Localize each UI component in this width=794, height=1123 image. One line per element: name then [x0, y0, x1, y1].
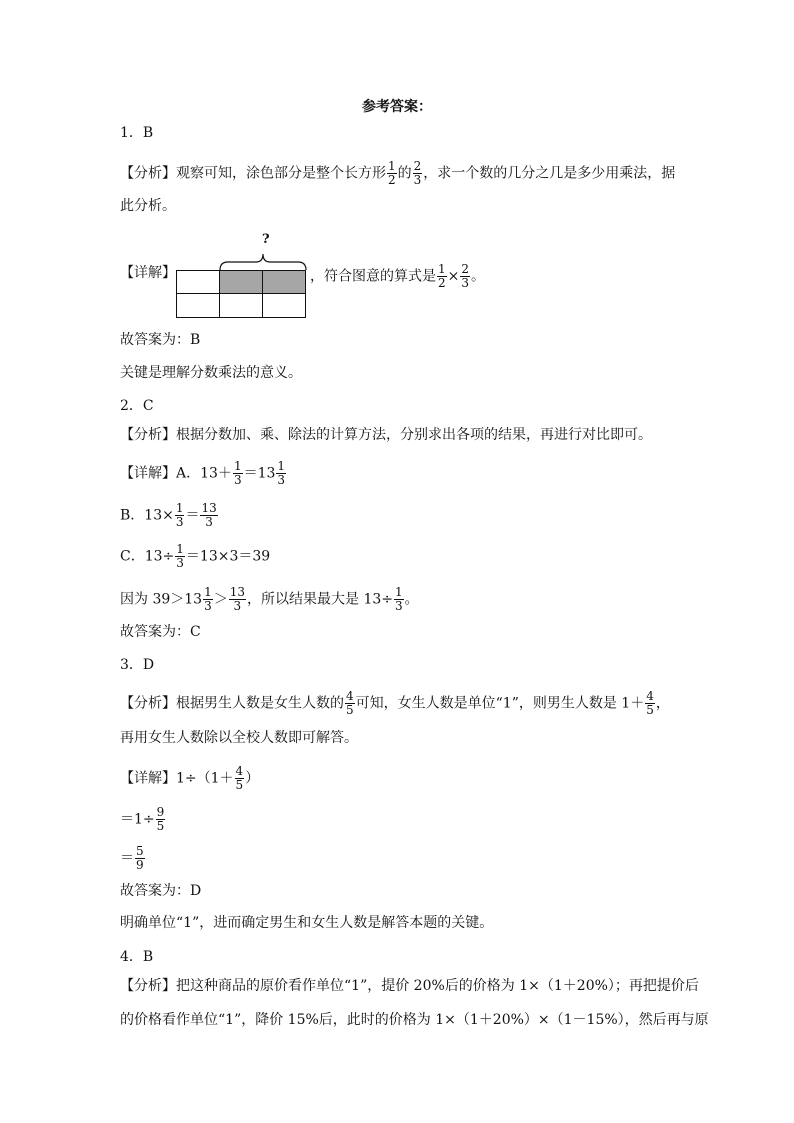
analysis-tag: 【分析】	[120, 165, 176, 182]
text: 【详解】A．13＋	[120, 465, 232, 482]
denominator: 2	[438, 276, 446, 290]
text: ＝13	[243, 465, 276, 482]
denominator: 3	[277, 473, 286, 487]
numerator: 4	[346, 689, 354, 703]
numerator: 13	[201, 501, 217, 515]
denominator: 3	[176, 556, 184, 570]
fraction	[200, 502, 217, 529]
denominator: 5	[646, 703, 654, 717]
fraction	[460, 263, 470, 290]
numerator: 4	[235, 764, 244, 778]
fraction	[645, 690, 655, 717]
q3-analysis	[120, 690, 670, 717]
text: 【详解】1÷（1＋	[120, 770, 234, 787]
numerator: 1	[233, 459, 242, 473]
text: 【分析】根据男生人数是女生人数的	[120, 695, 344, 712]
denominator: 3	[395, 599, 403, 613]
numerator: 9	[156, 805, 165, 819]
text: 。	[404, 591, 419, 608]
text: ，	[655, 695, 670, 712]
q1-detail-tag: 【详解】	[120, 265, 176, 281]
q1-detail	[310, 263, 485, 290]
numerator: 1	[438, 262, 446, 276]
denominator: 9	[136, 858, 144, 872]
q2-detail-b	[120, 502, 219, 529]
q2-number: 2．C	[120, 398, 154, 414]
denominator: 3	[413, 173, 422, 187]
numerator: 1	[176, 542, 184, 556]
cell	[263, 294, 305, 317]
shaded-cell	[220, 271, 263, 294]
text: 。	[471, 268, 486, 285]
q2-analysis: 【分析】根据分数加、乘、除法的计算方法，分别求出各项的结果，再进行对比即可。	[120, 427, 652, 443]
text: ＝	[185, 507, 200, 524]
fraction	[175, 543, 185, 570]
denominator: 3	[175, 515, 184, 529]
denominator: 3	[461, 276, 470, 290]
q1-analysis-cont: 此分析。	[120, 198, 176, 214]
text: ＝13×3＝39	[185, 548, 271, 565]
q2-detail-a	[120, 460, 287, 487]
q3-detail-1	[120, 765, 259, 792]
text: ，符合图意的算式是	[310, 268, 436, 285]
q3-detail-3	[120, 845, 146, 872]
text: ＞	[213, 591, 228, 608]
q2-comparison	[120, 586, 419, 613]
q4-analysis: 【分析】把这种商品的原价看作单位“1”，提价 20%后的价格为 1×（1＋20%）；再把提价后	[120, 978, 699, 994]
q1-number: 1．B	[120, 125, 154, 141]
q3-number: 3．D	[120, 657, 155, 673]
q3-detail-2	[120, 806, 166, 833]
fraction	[229, 586, 246, 613]
fraction	[394, 586, 404, 613]
text: ＝	[120, 850, 134, 867]
text: C．13÷	[120, 548, 175, 565]
numerator: 1	[175, 501, 184, 515]
fraction	[345, 690, 355, 717]
times-sign: ×	[447, 268, 460, 285]
fraction	[175, 502, 185, 529]
denominator: 5	[156, 819, 165, 833]
text: ，所以结果最大是 13÷	[247, 591, 394, 608]
fraction	[276, 460, 286, 487]
q1-key: 关键是理解分数乘法的意义。	[120, 365, 302, 381]
fraction	[203, 586, 213, 613]
numerator: 1	[204, 585, 212, 599]
page-title: 参考答案：	[362, 99, 432, 115]
fraction	[413, 160, 423, 187]
q2-detail-c	[120, 543, 270, 570]
fraction	[437, 263, 447, 290]
denominator: 2	[388, 173, 396, 187]
numerator: 1	[388, 159, 396, 173]
text: ，求一个数的几分之几是多少用乘法，据	[423, 165, 676, 182]
q3-answer: 故答案为：D	[120, 883, 202, 899]
text: ）	[245, 770, 260, 787]
q4-number: 4．B	[120, 949, 154, 965]
numerator: 13	[229, 585, 246, 599]
q3-key: 明确单位“1”，进而确定男生和女生人数是解答本题的关键。	[120, 915, 494, 931]
q1-analysis	[120, 160, 675, 187]
denominator: 3	[233, 599, 242, 613]
text: 的	[397, 165, 412, 182]
fraction	[235, 765, 245, 792]
q3-analysis-cont: 再用女生人数除以全校人数即可解答。	[120, 730, 358, 746]
numerator: 1	[277, 459, 286, 473]
numerator: 2	[413, 159, 422, 173]
denominator: 3	[233, 473, 242, 487]
fraction	[156, 806, 166, 833]
cell	[177, 294, 220, 317]
fraction	[387, 160, 397, 187]
fraction	[135, 845, 145, 872]
q4-analysis-cont: 的价格看作单位“1”，降价 15%后，此时的价格为 1×（1＋20%）×（1－15%），然后再与原	[120, 1012, 709, 1028]
text: 可知，女生人数是单位“1”，则男生人数是 1＋	[355, 695, 645, 712]
numerator: 1	[395, 585, 403, 599]
text: 因为 39＞13	[120, 591, 203, 608]
cell	[220, 294, 263, 317]
q1-answer: 故答案为：B	[120, 332, 201, 348]
numerator: 4	[646, 689, 654, 703]
text: ＝1÷	[120, 811, 155, 828]
rectangle-figure	[176, 232, 308, 322]
text: 观察可知，涂色部分是整个长方形	[176, 165, 386, 182]
denominator: 3	[204, 599, 212, 613]
question-mark: ?	[262, 232, 270, 247]
numerator: 2	[461, 262, 470, 276]
denominator: 5	[346, 703, 354, 717]
cell	[177, 271, 220, 294]
brace-icon	[176, 232, 308, 272]
numerator: 5	[136, 844, 144, 858]
denominator: 3	[205, 515, 213, 529]
shaded-cell	[263, 271, 305, 294]
denominator: 5	[235, 778, 244, 792]
fraction	[233, 460, 243, 487]
text: B．13×	[120, 507, 174, 524]
rectangle-grid	[176, 270, 306, 318]
q2-answer: 故答案为：C	[120, 624, 201, 640]
